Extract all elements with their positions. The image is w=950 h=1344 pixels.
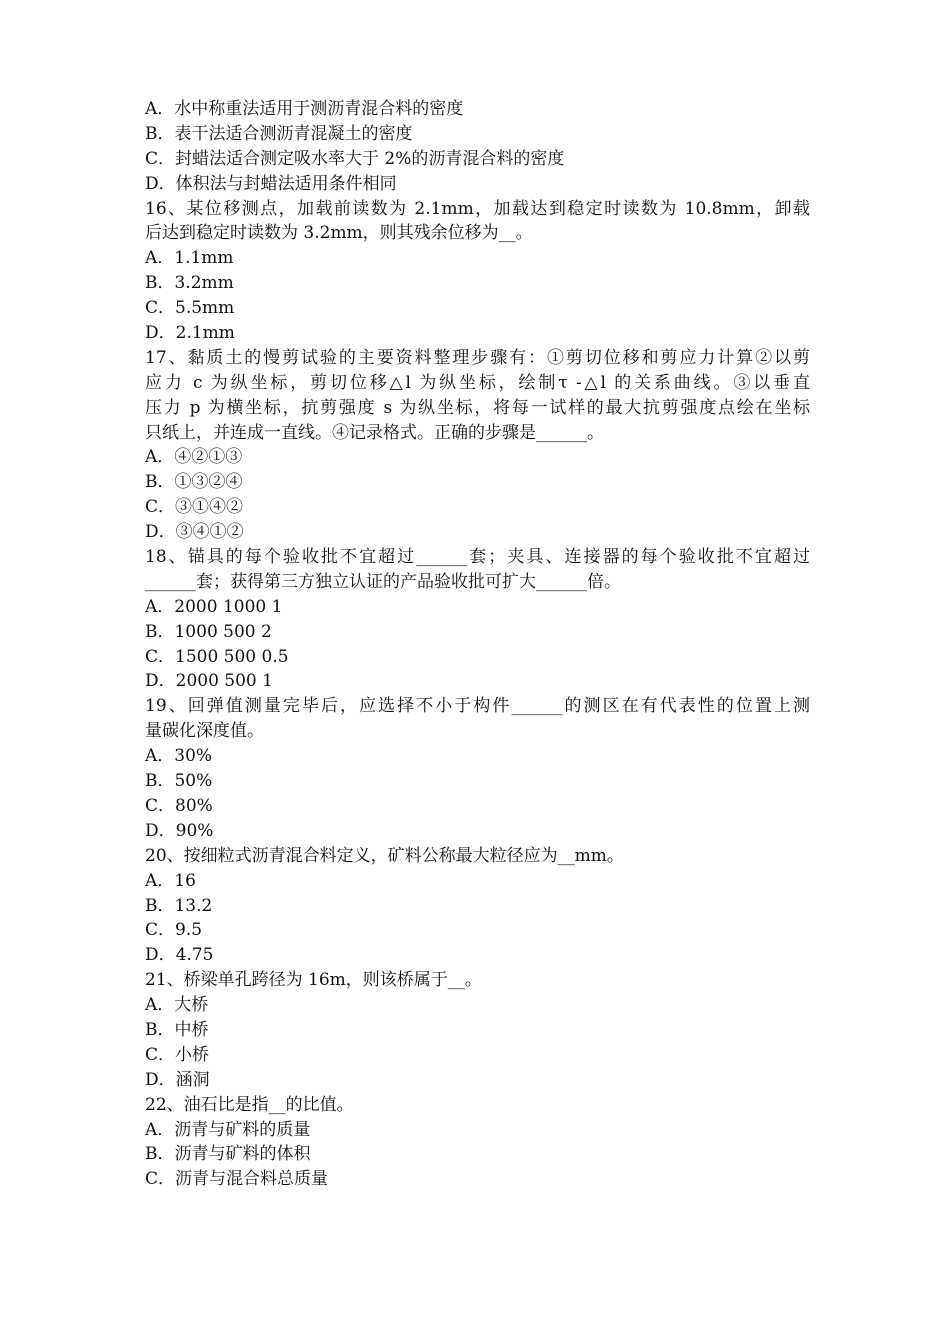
- text-line: 17、黏质土的慢剪试验的主要资料整理步骤有：①剪切位移和剪应力计算②以剪: [145, 347, 810, 368]
- text-line: A．30%: [145, 746, 213, 767]
- text-line: C．5.5mm: [145, 298, 235, 319]
- text-line: B．3.2mm: [145, 273, 234, 294]
- text-line: 16、某位移测点，加载前读数为 2.1mm，加载达到稳定时读数为 10.8mm，卸载: [145, 198, 810, 219]
- text-line: A．水中称重法适用于测沥青混合料的密度: [145, 99, 464, 119]
- text-line: A．④②①③: [145, 447, 243, 468]
- text-line: D．90%: [145, 820, 214, 841]
- text-line: 22、油石比是指__的比值。: [145, 1094, 354, 1115]
- text-line: 20、按细粒式沥青混合料定义，矿料公称最大粒径应为__mm。: [145, 845, 624, 866]
- document-page: [145, 97, 810, 1192]
- text-line: A．2000 1000 1: [145, 596, 283, 617]
- text-line: D．③④①②: [145, 522, 244, 543]
- text-line: B．1000 500 2: [145, 621, 272, 642]
- text-line: B．中桥: [145, 1019, 209, 1040]
- text-line: ______套；获得第三方独立认证的产品验收批可扩大______倍。: [145, 571, 621, 592]
- text-line: A．大桥: [145, 995, 209, 1016]
- text-line: A．1.1mm: [145, 248, 234, 269]
- text-line: 21、桥梁单孔跨径为 16m，则该桥属于__。: [145, 970, 482, 991]
- text-line: C．80%: [145, 795, 213, 816]
- text-line: C．封蜡法适合测定吸水率大于 2%的沥青混合料的密度: [145, 148, 565, 169]
- text-line: B．沥青与矿料的体积: [145, 1144, 311, 1165]
- text-line: D．体积法与封蜡法适用条件相同: [145, 173, 397, 194]
- text-line: 后达到稳定时读数为 3.2mm，则其残余位移为__。: [145, 223, 533, 244]
- text-line: C．9.5: [145, 920, 203, 941]
- text-line: 量碳化深度值。: [145, 721, 264, 742]
- text-line: C．小桥: [145, 1044, 210, 1065]
- text-line: D．4.75: [145, 945, 214, 966]
- text-line: B．13.2: [145, 895, 213, 916]
- text-line: 只纸上，并连成一直线。④记录格式。正确的步骤是______。: [145, 422, 604, 443]
- text-line: D．涵洞: [145, 1069, 210, 1090]
- text-line: B．①③②④: [145, 472, 243, 493]
- text-line: C．1500 500 0.5: [145, 646, 289, 667]
- text-line: B．50%: [145, 771, 213, 792]
- text-line: 应力 c 为纵坐标，剪切位移△l 为纵坐标，绘制τ -△l 的关系曲线。③以垂直: [145, 372, 810, 393]
- text-line: A．沥青与矿料的质量: [145, 1119, 311, 1140]
- text-line: 19、回弹值测量完毕后，应选择不小于构件______的测区在有代表性的位置上测: [145, 696, 810, 717]
- text-line: A．16: [145, 870, 196, 891]
- text-line: B．表干法适合测沥青混凝土的密度: [145, 123, 413, 144]
- text-line: 18、锚具的每个验收批不宜超过______套；夹具、连接器的每个验收批不宜超过: [145, 547, 810, 568]
- text-line: C．③①④②: [145, 497, 244, 518]
- text-line: C．沥青与混合料总质量: [145, 1169, 329, 1190]
- text-line: 压力 p 为横坐标，抗剪强度 s 为纵坐标，将每一试样的最大抗剪强度点绘在坐标: [145, 397, 810, 418]
- text-line: D．2000 500 1: [145, 671, 273, 692]
- text-line: D．2.1mm: [145, 323, 235, 344]
